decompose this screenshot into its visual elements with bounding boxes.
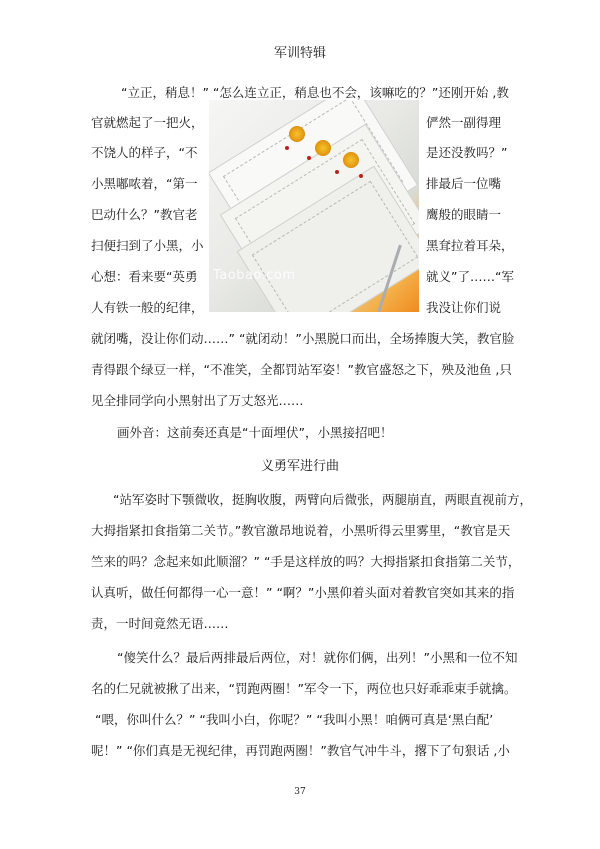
paragraph-line: 就义”了……“军 xyxy=(426,269,514,284)
paragraph-line: 大拇指紧扣食指第二关节。”教官激昂地说着，小黑听得云里雾里，“教官是天 xyxy=(91,523,511,538)
paragraph-line: 不饶人的样子，“不 xyxy=(91,145,198,160)
paragraph-line: 俨然一副得理 xyxy=(426,115,502,130)
flower-icon xyxy=(343,152,359,168)
paragraph-line: 见全排同学向小黑射出了万丈怒光…… xyxy=(91,393,304,408)
napkin-photo xyxy=(209,100,419,312)
paragraph-line: 认真听，做任何都得一心一意！” “啊？”小黑仰着头面对着教官突如其来的指 xyxy=(91,585,515,600)
page-number: 37 xyxy=(294,787,306,797)
paragraph-line: “站军姿时下颚微收，挺胸收腹，两臂向后微张，两腿崩直，两眼直视前方， xyxy=(113,492,532,507)
paragraph-line: 名的仁兄就被揪了出来，“罚跑两圈！”军令一下，两位也只好乖乖束手就擒。 xyxy=(91,681,517,696)
paragraph-line: 扫便扫到了小黑，小 xyxy=(91,238,204,253)
paragraph-line: 竺来的吗？念起来如此顺溜？” “手是这样放的吗？大拇指紧扣食指第二关节， xyxy=(91,554,521,569)
paragraph-line: 黑耷拉着耳朵， xyxy=(426,238,514,253)
paragraph-line: 官就燃起了一把火， xyxy=(91,115,204,130)
paragraph-line: 小黑嘟哝着，“第一 xyxy=(91,176,198,191)
paragraph-line: “喂，你叫什么？” “我叫小白，你呢？” “我叫小黑！咱俩可真是‘黑白配’ xyxy=(95,712,494,727)
paragraph-line: 是还没教吗？” xyxy=(426,145,508,160)
paragraph-line: 责，一时间竟然无语…… xyxy=(91,616,229,631)
section-title-anthem: 义勇军进行曲 xyxy=(260,459,339,474)
flower-icon xyxy=(289,126,305,142)
paragraph-line: 我没让你们说 xyxy=(426,300,502,315)
paragraph-line: 青得跟个绿豆一样，“不准笑，全都罚站军姿！”教官盛怒之下，殃及池鱼 ,只 xyxy=(91,362,512,377)
paragraph-line: 呢！” “你们真是无视纪律，再罚跑两圈！”教官气冲牛斗，撂下了句狠话 ,小 xyxy=(91,743,510,758)
flower-icon xyxy=(315,140,331,156)
paragraph-line: 画外音：这前奏还真是“十面埋伏”，小黑接招吧！ xyxy=(117,425,393,440)
watermark: Taobao.com xyxy=(213,268,296,283)
paragraph-line: 就闭嘴，没让你们动……” “就闭动！”小黑脱口而出，全场捧腹大笑，教官脸 xyxy=(91,331,515,346)
paragraph-line: 巴动什么？”教官老 xyxy=(91,207,198,222)
paragraph-line: “立正，稍息！” “怎么连立正，稍息也不会，该嘛吃的？”还刚开始 ,教 xyxy=(121,85,509,100)
paragraph-line: 排最后一位嘴 xyxy=(426,176,502,191)
paragraph-line: 心想：看来要“英勇 xyxy=(91,269,198,284)
paragraph-line: “傻笑什么？最后两排最后两位，对！就你们俩，出列！”小黑和一位不知 xyxy=(117,650,518,665)
section-title-military-training: 军训特辑 xyxy=(273,46,326,61)
paragraph-line: 人有铁一般的纪律， xyxy=(91,300,204,315)
paragraph-line: 鹰般的眼睛一 xyxy=(426,207,502,222)
